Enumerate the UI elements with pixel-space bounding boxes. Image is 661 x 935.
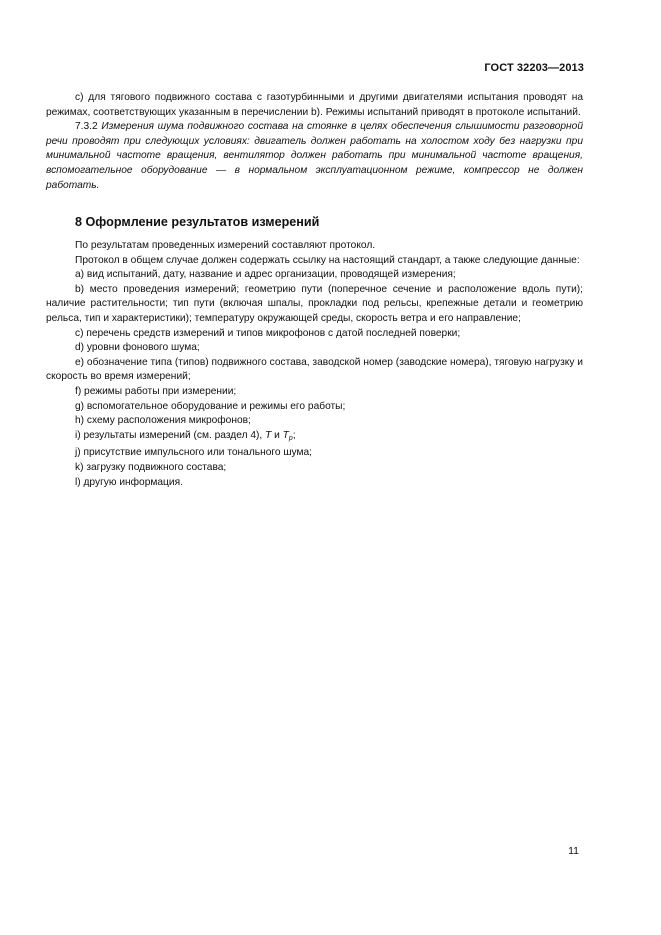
continuation-block: [46, 91, 583, 193]
list-item-k: k) загрузку подвижного состава;: [75, 461, 227, 473]
clause-number: 7.3.2: [75, 121, 98, 133]
list-item-d: d) уровни фонового шума;: [75, 342, 200, 354]
section-body: [46, 239, 583, 490]
list-item-b: b) место проведения измерений; геометрию пути (поперечное сечение и расположение вдоль пути); наличие растительности; тип пути (включая шпалы, прокладки под рельсы, крепежные детали и геометрию рельса, тип и характеристики); температуру окружающей среды, скорость ветра и его направление;: [46, 283, 583, 324]
symbol-tp: T: [282, 429, 289, 441]
page-number: 11: [568, 845, 579, 857]
clause-text: Измерения шума подвижного состава на стоянке в целях обеспечения слышимости разговорной речи проводят при следующих условиях: двигатель должен работать на холостом ходу без нагрузки при минимальной частоте вращения, вентилятор должен работать при минимальной частоте вращения, вспомогательное оборудование — в нормальном эксплуатационном режиме, компрессор не должен работать.: [46, 121, 583, 191]
list-item-a: a) вид испытаний, дату, название и адрес организации, проводящей измерения;: [75, 269, 456, 281]
list-item-i-text: i) результаты измерений (см. раздел 4),: [75, 429, 266, 441]
symbol-tp-subscript: p: [288, 434, 293, 442]
intro-paragraph-1: По результатам проведенных измерений составляют протокол.: [75, 240, 376, 251]
standard-code-header: ГОСТ 32203—2013: [484, 62, 584, 74]
clause-7-3-2: [46, 120, 583, 193]
list-item-h: h) схему расположения микрофонов;: [75, 415, 251, 427]
list-item-l: l) другую информация.: [75, 476, 183, 488]
list-item-i: [46, 429, 583, 447]
list-item-c: c) перечень средств измерений и типов микрофонов с датой последней поверки;: [75, 327, 461, 339]
list-item-j: j) присутствие импульсного или тонального шума;: [75, 447, 313, 459]
intro-paragraph-2: Протокол в общем случае должен содержать ссылку на настоящий стандарт, а также следующие данные:: [75, 254, 580, 266]
symbol-t: T: [265, 429, 272, 441]
list-item-e: e) обозначение типа (типов) подвижного состава, заводской номер (заводские номера), тяговую нагрузку и скорость во время измерений;: [46, 356, 583, 383]
conjunction: и: [271, 429, 283, 441]
section-title: 8 Оформление результатов измерений: [75, 215, 320, 229]
list-item-i-end: ;: [292, 429, 296, 441]
list-item-f: f) режимы работы при измерении;: [75, 385, 237, 397]
list-item-g: g) вспомогательное оборудование и режимы его работы;: [75, 400, 346, 412]
list-item-c-continuation: c) для тягового подвижного состава с газотурбинными и другими двигателями испытания проводят на режимах, соответствующих указанным в перечислении b). Режимы испытаний приводят в протоколе испытаний.: [46, 92, 583, 118]
